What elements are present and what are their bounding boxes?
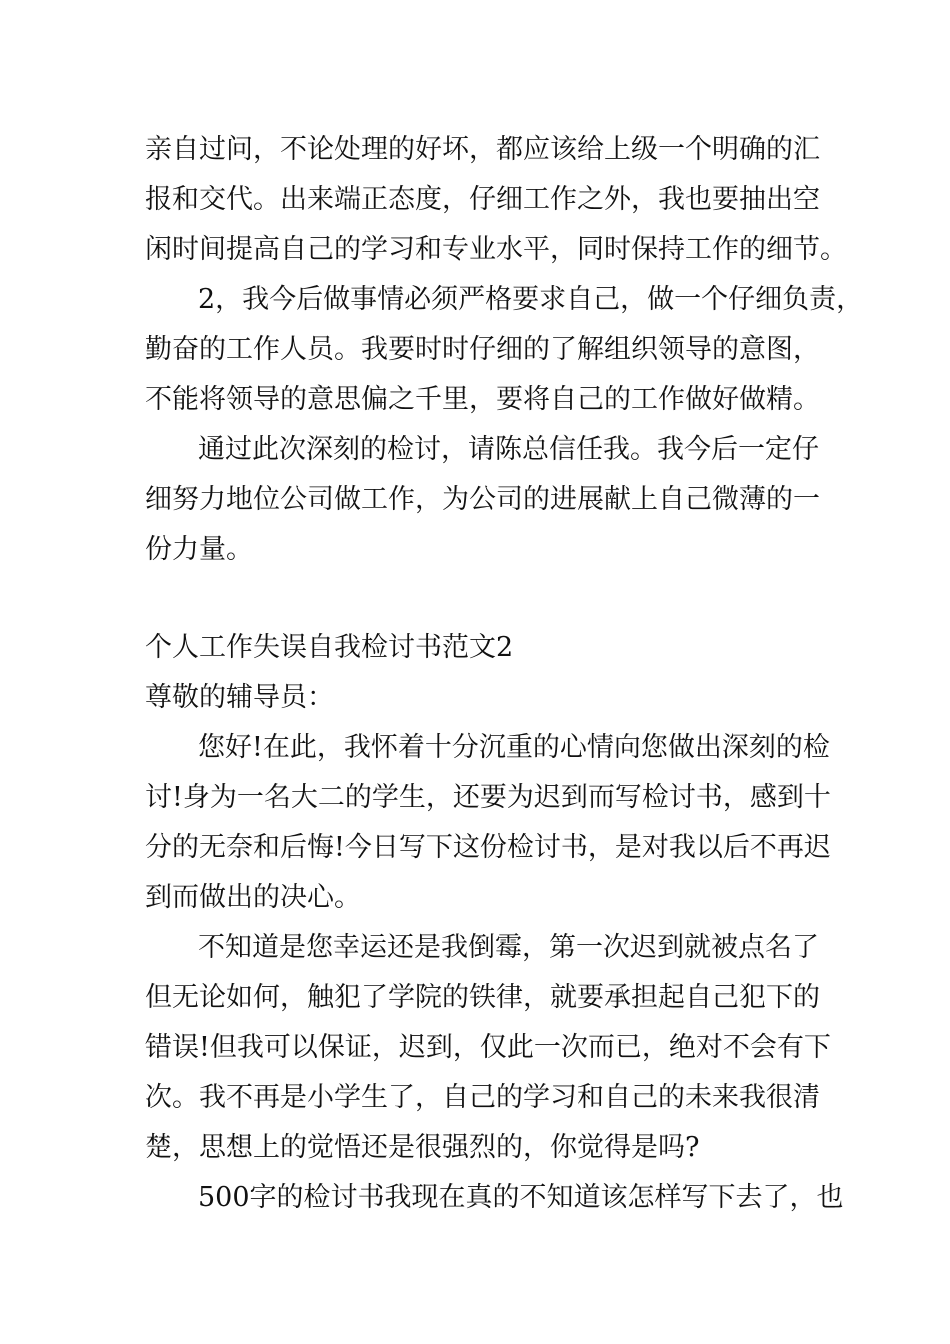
text-line: 讨!身为一名大二的学生，还要为迟到而写检讨书，感到十 (145, 782, 831, 813)
text-line: 您好!在此，我怀着十分沉重的心情向您做出深刻的检 (198, 732, 830, 763)
text-line: 不能将领导的意思偏之千里，要将自己的工作做好做精。 (145, 384, 820, 415)
section-heading: 个人工作失误自我检讨书范文2 (145, 632, 514, 663)
text-line: 细努力地位公司做工作，为公司的进展献上自己微薄的一 (145, 484, 820, 515)
text-line: 500字的检讨书我现在真的不知道该怎样写下去了，也 (198, 1182, 844, 1213)
text-line: 但无论如何，触犯了学院的铁律，就要承担起自己犯下的 (145, 982, 820, 1013)
text-line: 勤奋的工作人员。我要时时仔细的了解组织领导的意图， (145, 334, 820, 365)
text-line: 分的无奈和后悔!今日写下这份检讨书，是对我以后不再迟 (145, 832, 831, 863)
text-line: 2，我今后做事情必须严格要求自己，做一个仔细负责， (198, 284, 864, 315)
text-line: 不知道是您幸运还是我倒霉，第一次迟到就被点名了 (198, 932, 819, 963)
text-line: 亲自过问，不论处理的好坏，都应该给上级一个明确的汇 (145, 134, 820, 165)
text-line: 错误!但我可以保证，迟到，仅此一次而已，绝对不会有下 (145, 1032, 831, 1063)
text-line: 闲时间提高自己的学习和专业水平，同时保持工作的细节。 (145, 234, 847, 265)
salutation: 尊敬的辅导员： (145, 682, 334, 713)
text-line: 楚，思想上的觉悟还是很强烈的，你觉得是吗? (145, 1132, 700, 1163)
text-line: 通过此次深刻的检讨，请陈总信任我。我今后一定仔 (198, 434, 819, 465)
text-line: 到而做出的决心。 (145, 882, 361, 913)
text-line: 次。我不再是小学生了，自己的学习和自己的未来我很清 (145, 1082, 820, 1113)
text-line: 份力量。 (145, 534, 253, 565)
text-line: 报和交代。出来端正态度，仔细工作之外，我也要抽出空 (145, 184, 820, 215)
